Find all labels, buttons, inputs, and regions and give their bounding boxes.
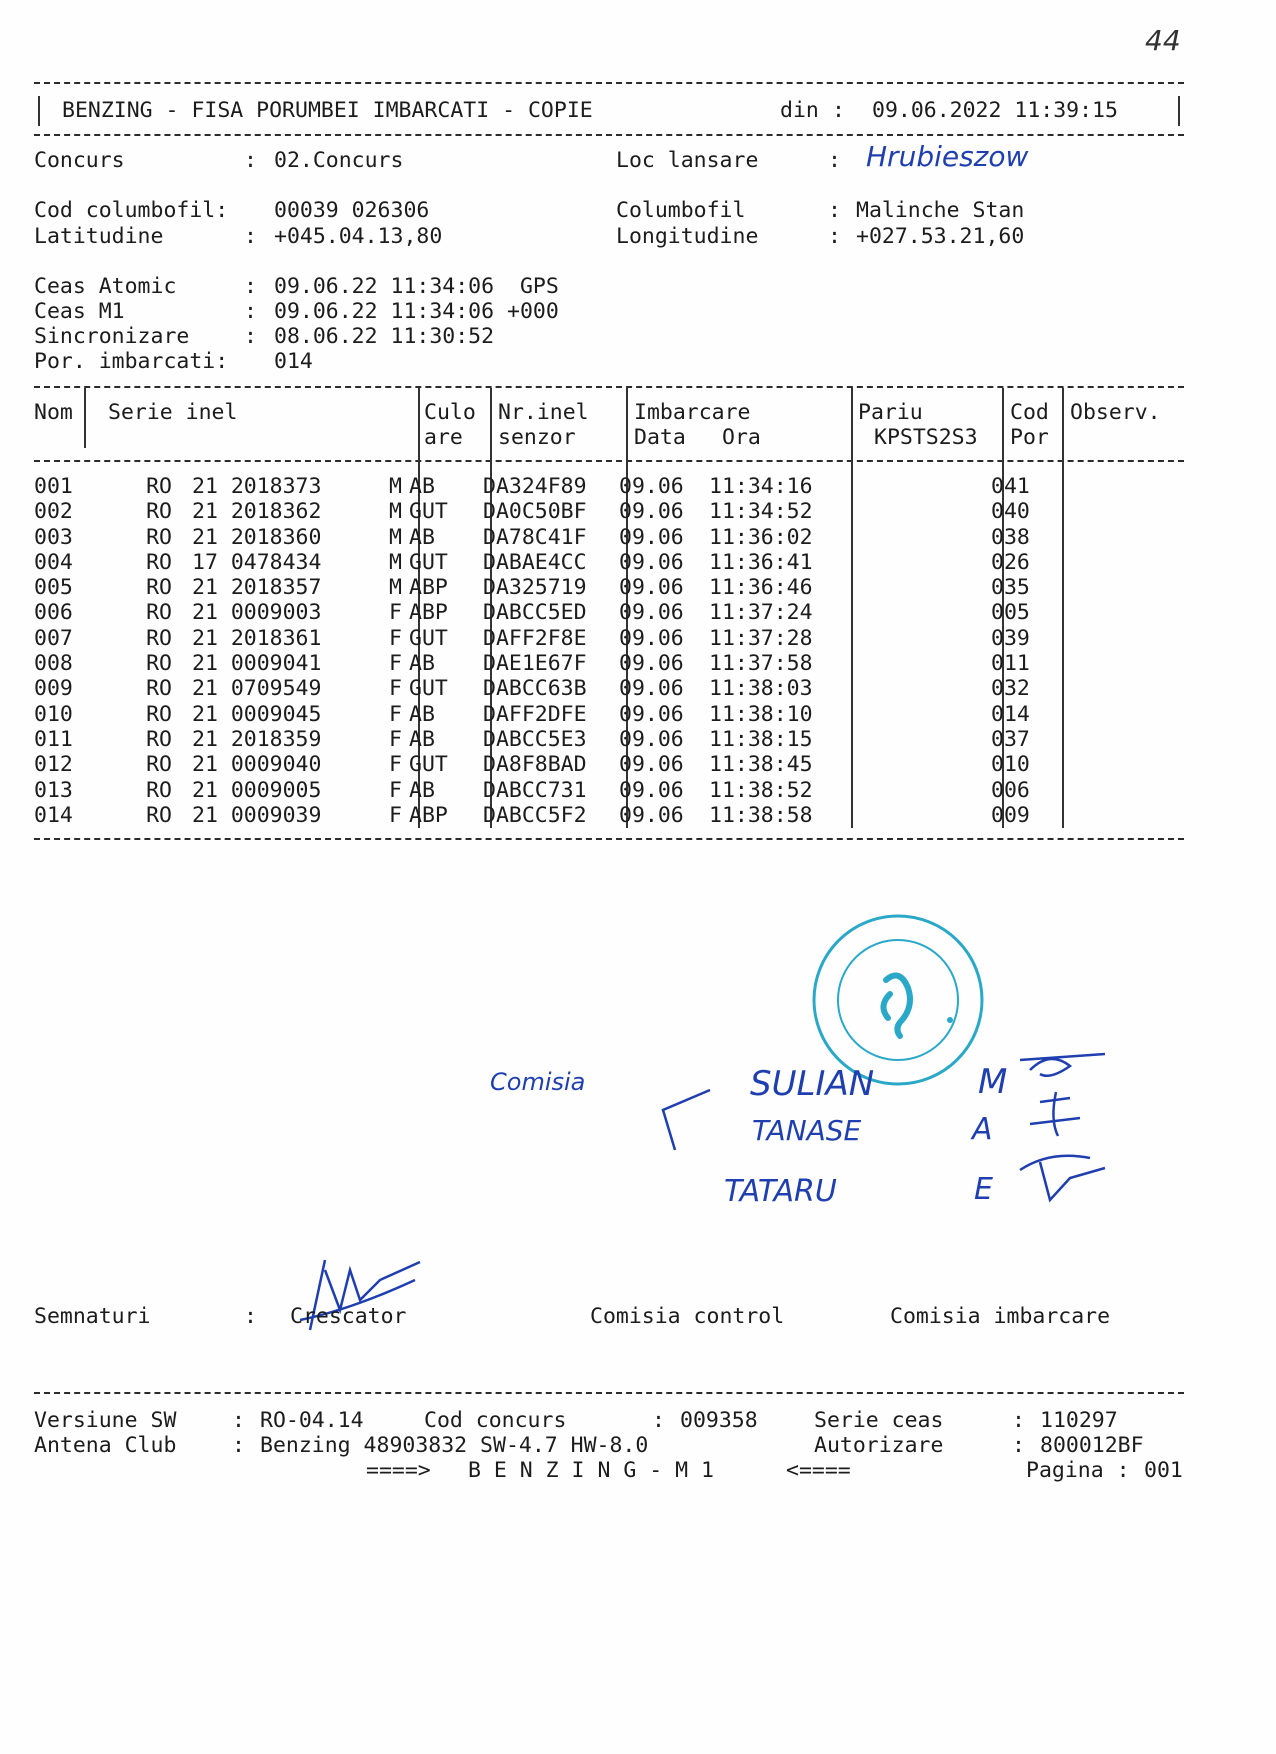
cell-nom: 005: [34, 575, 73, 601]
cell-nom: 004: [34, 549, 73, 575]
cell-data: 09.06: [619, 575, 684, 601]
cell-sex: F: [389, 777, 402, 803]
cell-pariu: [837, 752, 987, 777]
header-title: BENZING - FISA PORUMBEI IMBARCATI - COPIE: [62, 98, 593, 123]
cell-tara: RO: [146, 524, 172, 550]
cell-sex: M: [389, 524, 402, 550]
ceas-atomic-value: 09.06.22 11:34:06 GPS: [274, 274, 559, 299]
header-left-border: [38, 96, 40, 126]
serie-ceas-label: Serie ceas: [814, 1408, 944, 1433]
cell-ora: 11:37:58: [709, 651, 813, 677]
cell-ora: 11:37:24: [709, 600, 813, 626]
cell-ora: 11:34:52: [709, 499, 813, 525]
cell-serie: 21 0709549: [192, 676, 322, 702]
colon: :: [244, 224, 257, 249]
cell-ora: 11:38:15: [709, 726, 813, 752]
cell-cod: 040: [991, 499, 1030, 525]
table-row: [34, 600, 1049, 625]
arrow-left-icon: [655, 1080, 715, 1160]
cell-culoare: ABP: [409, 802, 448, 828]
cell-senzor: DA0C50BF: [483, 499, 587, 525]
colon: :: [232, 1408, 245, 1433]
cell-culoare: ABP: [409, 575, 448, 601]
cell-tara: RO: [146, 701, 172, 727]
header-bottom-border: [34, 134, 1184, 136]
colon: :: [232, 1433, 245, 1458]
cell-serie: 21 0009003: [192, 600, 322, 626]
pagina-value: 001: [1144, 1458, 1183, 1483]
cell-serie: 21 2018373: [192, 474, 322, 499]
cell-cod: 026: [991, 549, 1030, 575]
cell-pariu: [837, 727, 987, 752]
handwritten-page-number: 44: [1145, 24, 1181, 57]
banner-right-arrow: <====: [786, 1458, 851, 1483]
cell-pariu: [837, 702, 987, 727]
cell-serie: 21 0009041: [192, 651, 322, 677]
cell-serie: 21 0009045: [192, 701, 322, 727]
cell-data: 09.06: [619, 676, 684, 702]
pigeons-table: [34, 474, 1049, 828]
col-header-imbarcare: Imbarcare: [634, 400, 751, 425]
cell-tara: RO: [146, 625, 172, 651]
latitudine-value: +045.04.13,80: [274, 224, 443, 249]
cell-tara: RO: [146, 575, 172, 601]
cell-ora: 11:38:10: [709, 701, 813, 727]
table-row: [34, 651, 1049, 676]
col-header-senzor: senzor: [498, 425, 576, 450]
cell-sex: F: [389, 752, 402, 778]
cell-sex: F: [389, 651, 402, 677]
cell-ora: 11:36:46: [709, 575, 813, 601]
cell-sex: F: [389, 802, 402, 828]
cell-tara: RO: [146, 676, 172, 702]
club-stamp: [808, 910, 988, 1090]
cell-pariu: [837, 676, 987, 701]
cell-cod: 010: [991, 752, 1030, 778]
handwritten-initial-1: M: [978, 1062, 1008, 1102]
cell-pariu: [837, 575, 987, 600]
ceas-atomic-label: Ceas Atomic: [34, 274, 177, 299]
cell-sex: F: [389, 676, 402, 702]
cell-senzor: DABCC5ED: [483, 600, 587, 626]
cell-nom: 007: [34, 625, 73, 651]
cell-ora: 11:36:02: [709, 524, 813, 550]
cell-culoare: AB: [409, 726, 435, 752]
table-row: [34, 525, 1049, 550]
cell-cod: 006: [991, 777, 1030, 803]
cell-sex: M: [389, 499, 402, 525]
cell-data: 09.06: [619, 651, 684, 677]
cell-sex: F: [389, 701, 402, 727]
cell-serie: 21 0009040: [192, 752, 322, 778]
cell-serie: 21 2018359: [192, 726, 322, 752]
col-header-nom: Nom: [34, 400, 73, 425]
cell-tara: RO: [146, 600, 172, 626]
table-row: [34, 752, 1049, 777]
sincronizare-value: 08.06.22 11:30:52: [274, 324, 495, 349]
comisia-control-label: Comisia control: [590, 1304, 785, 1329]
cell-cod: 035: [991, 575, 1030, 601]
colon: :: [652, 1408, 665, 1433]
cell-sex: F: [389, 726, 402, 752]
cell-culoare: GUT: [409, 549, 448, 575]
autorizare-value: 800012BF: [1040, 1433, 1144, 1458]
col-header-pariu: Pariu: [858, 400, 923, 425]
cell-data: 09.06: [619, 802, 684, 828]
handwritten-initial-2: A: [972, 1112, 993, 1147]
cell-data: 09.06: [619, 600, 684, 626]
cell-serie: 17 0478434: [192, 549, 322, 575]
cell-cod: 014: [991, 701, 1030, 727]
col-divider: [1062, 388, 1064, 828]
colon: :: [244, 148, 257, 173]
cell-culoare: ABP: [409, 600, 448, 626]
cell-sex: M: [389, 549, 402, 575]
cell-data: 09.06: [619, 777, 684, 803]
cell-ora: 11:34:16: [709, 474, 813, 499]
col-header-ora: Ora: [722, 425, 761, 450]
table-row: [34, 702, 1049, 727]
cod-columbofil-label: Cod columbofil:: [34, 198, 229, 223]
table-row: [34, 499, 1049, 524]
handwritten-name-2: TANASE: [752, 1114, 862, 1147]
colon: :: [244, 274, 257, 299]
cell-serie: 21 2018361: [192, 625, 322, 651]
cell-ora: 11:38:03: [709, 676, 813, 702]
cell-tara: RO: [146, 777, 172, 803]
cell-senzor: DABCC5E3: [483, 726, 587, 752]
cell-data: 09.06: [619, 499, 684, 525]
versiune-value: RO-04.14: [260, 1408, 364, 1433]
cell-tara: RO: [146, 549, 172, 575]
cell-nom: 011: [34, 726, 73, 752]
cell-ora: 11:38:45: [709, 752, 813, 778]
header-date-value: 09.06.2022 11:39:15: [872, 98, 1118, 123]
sincronizare-label: Sincronizare: [34, 324, 190, 349]
cell-culoare: AB: [409, 474, 435, 499]
cell-data: 09.06: [619, 474, 684, 499]
cell-data: 09.06: [619, 625, 684, 651]
header-right-border: [1178, 96, 1180, 126]
cell-serie: 21 0009005: [192, 777, 322, 803]
cell-senzor: DA78C41F: [483, 524, 587, 550]
cell-senzor: DABCC63B: [483, 676, 587, 702]
crescator-label: Crescator: [290, 1304, 407, 1329]
col-header-por: Por: [1010, 425, 1049, 450]
cell-ora: 11:38:52: [709, 777, 813, 803]
cell-ora: 11:37:28: [709, 625, 813, 651]
handwritten-initial-3: E: [974, 1172, 993, 1207]
col-header-culoare: Culo: [424, 400, 476, 425]
cell-nom: 002: [34, 499, 73, 525]
pagina-label: Pagina :: [1026, 1458, 1130, 1483]
table-bottom-border: [34, 838, 1184, 840]
colon: :: [1012, 1433, 1025, 1458]
cell-nom: 009: [34, 676, 73, 702]
col-header-serie: Serie inel: [108, 400, 238, 425]
cell-pariu: [837, 525, 987, 550]
header-date-colon: :: [832, 98, 845, 123]
por-imbarcati-value: 014: [274, 349, 313, 374]
cell-serie: 21 2018357: [192, 575, 322, 601]
cell-nom: 003: [34, 524, 73, 550]
cell-data: 09.06: [619, 549, 684, 575]
cell-culoare: GUT: [409, 499, 448, 525]
loc-lansare-handwritten: Hrubieszow: [866, 140, 1029, 173]
ceas-m1-label: Ceas M1: [34, 299, 125, 324]
cod-concurs-label: Cod concurs: [424, 1408, 567, 1433]
cell-senzor: DA324F89: [483, 474, 587, 499]
latitudine-label: Latitudine: [34, 224, 164, 249]
cell-culoare: AB: [409, 524, 435, 550]
cell-pariu: [837, 474, 987, 499]
antena-value: Benzing 48903832 SW-4.7 HW-8.0: [260, 1433, 649, 1458]
cell-senzor: DAFF2F8E: [483, 625, 587, 651]
cell-senzor: DABAE4CC: [483, 549, 587, 575]
cell-culoare: GUT: [409, 676, 448, 702]
columbofil-value: Malinche Stan: [856, 198, 1025, 223]
cell-cod: 011: [991, 651, 1030, 677]
antena-label: Antena Club: [34, 1433, 177, 1458]
table-row: [34, 575, 1049, 600]
banner-left-arrow: ====>: [366, 1458, 431, 1483]
handwritten-comisia: Comisia: [490, 1068, 586, 1096]
colon: :: [828, 224, 841, 249]
colon: :: [244, 324, 257, 349]
cell-tara: RO: [146, 802, 172, 828]
cell-serie: 21 2018360: [192, 524, 322, 550]
cell-data: 09.06: [619, 524, 684, 550]
cell-nom: 006: [34, 600, 73, 626]
cell-nom: 010: [34, 701, 73, 727]
cell-senzor: DABCC5F2: [483, 802, 587, 828]
col-header-culoare-2: are: [424, 425, 463, 450]
cell-senzor: DABCC731: [483, 777, 587, 803]
cell-serie: 21 2018362: [192, 499, 322, 525]
semnaturi-colon: :: [244, 1304, 257, 1329]
cell-sex: F: [389, 600, 402, 626]
col-header-nr-inel: Nr.inel: [498, 400, 589, 425]
cell-cod: 009: [991, 802, 1030, 828]
table-row: [34, 778, 1049, 803]
cell-senzor: DAFF2DFE: [483, 701, 587, 727]
concurs-value: 02.Concurs: [274, 148, 404, 173]
concurs-label: Concurs: [34, 148, 125, 173]
cell-cod: 032: [991, 676, 1030, 702]
cell-nom: 012: [34, 752, 73, 778]
cell-pariu: [837, 550, 987, 575]
table-top-border: [34, 386, 1184, 388]
cell-sex: M: [389, 474, 402, 499]
handwritten-signatures: [1010, 1040, 1110, 1210]
colon: :: [1012, 1408, 1025, 1433]
serie-ceas-value: 110297: [1040, 1408, 1118, 1433]
cell-pariu: [837, 600, 987, 625]
cell-culoare: GUT: [409, 752, 448, 778]
table-row: [34, 626, 1049, 651]
cell-pariu: [837, 499, 987, 524]
cell-ora: 11:38:58: [709, 802, 813, 828]
cell-pariu: [837, 651, 987, 676]
cell-nom: 001: [34, 474, 73, 499]
cell-sex: M: [389, 575, 402, 601]
table-row: [34, 676, 1049, 701]
cell-tara: RO: [146, 499, 172, 525]
cell-tara: RO: [146, 752, 172, 778]
cell-culoare: AB: [409, 777, 435, 803]
colon: :: [828, 198, 841, 223]
table-header-bottom-border: [34, 460, 1184, 462]
cell-data: 09.06: [619, 726, 684, 752]
cell-sex: F: [389, 625, 402, 651]
versiune-label: Versiune SW: [34, 1408, 177, 1433]
col-header-kpsts2s3: KPSTS2S3: [874, 425, 978, 450]
por-imbarcati-label: Por. imbarcati:: [34, 349, 229, 374]
cell-culoare: AB: [409, 701, 435, 727]
semnaturi-label: Semnaturi: [34, 1304, 151, 1329]
footer-top-border: [34, 1392, 1184, 1394]
cell-tara: RO: [146, 474, 172, 499]
cell-serie: 21 0009039: [192, 802, 322, 828]
col-header-observ: Observ.: [1070, 400, 1161, 425]
header-top-border: [34, 82, 1184, 84]
longitudine-label: Longitudine: [616, 224, 759, 249]
handwritten-name-1: SULIAN: [750, 1064, 875, 1104]
longitudine-value: +027.53.21,60: [856, 224, 1025, 249]
table-row: [34, 474, 1049, 499]
cell-senzor: DAE1E67F: [483, 651, 587, 677]
table-row: [34, 550, 1049, 575]
loc-lansare-label: Loc lansare: [616, 148, 759, 173]
cell-cod: 037: [991, 726, 1030, 752]
ceas-m1-value: 09.06.22 11:34:06 +000: [274, 299, 559, 324]
cell-senzor: DA325719: [483, 575, 587, 601]
cell-pariu: [837, 803, 987, 828]
cell-tara: RO: [146, 726, 172, 752]
cell-cod: 041: [991, 474, 1030, 499]
cell-cod: 038: [991, 524, 1030, 550]
cell-culoare: AB: [409, 651, 435, 677]
handwritten-name-3: TATARU: [724, 1174, 837, 1209]
colon: :: [244, 299, 257, 324]
table-row: [34, 727, 1049, 752]
cell-data: 09.06: [619, 701, 684, 727]
cell-nom: 013: [34, 777, 73, 803]
cell-pariu: [837, 626, 987, 651]
cell-nom: 008: [34, 651, 73, 677]
col-divider: [84, 388, 86, 448]
banner-text: B E N Z I N G - M 1: [468, 1458, 714, 1483]
cell-culoare: GUT: [409, 625, 448, 651]
cod-concurs-value: 009358: [680, 1408, 758, 1433]
comisia-imbarcare-label: Comisia imbarcare: [890, 1304, 1111, 1329]
columbofil-label: Columbofil: [616, 198, 746, 223]
autorizare-label: Autorizare: [814, 1433, 944, 1458]
cell-tara: RO: [146, 651, 172, 677]
col-header-cod: Cod: [1010, 400, 1049, 425]
cell-ora: 11:36:41: [709, 549, 813, 575]
cell-cod: 005: [991, 600, 1030, 626]
cell-pariu: [837, 778, 987, 803]
colon: :: [828, 148, 841, 173]
cell-senzor: DA8F8BAD: [483, 752, 587, 778]
cell-cod: 039: [991, 625, 1030, 651]
header-date-label: din: [780, 98, 819, 123]
cod-columbofil-value: 00039 026306: [274, 198, 430, 223]
cell-nom: 014: [34, 802, 73, 828]
cell-data: 09.06: [619, 752, 684, 778]
col-header-data: Data: [634, 425, 686, 450]
table-row: [34, 803, 1049, 828]
